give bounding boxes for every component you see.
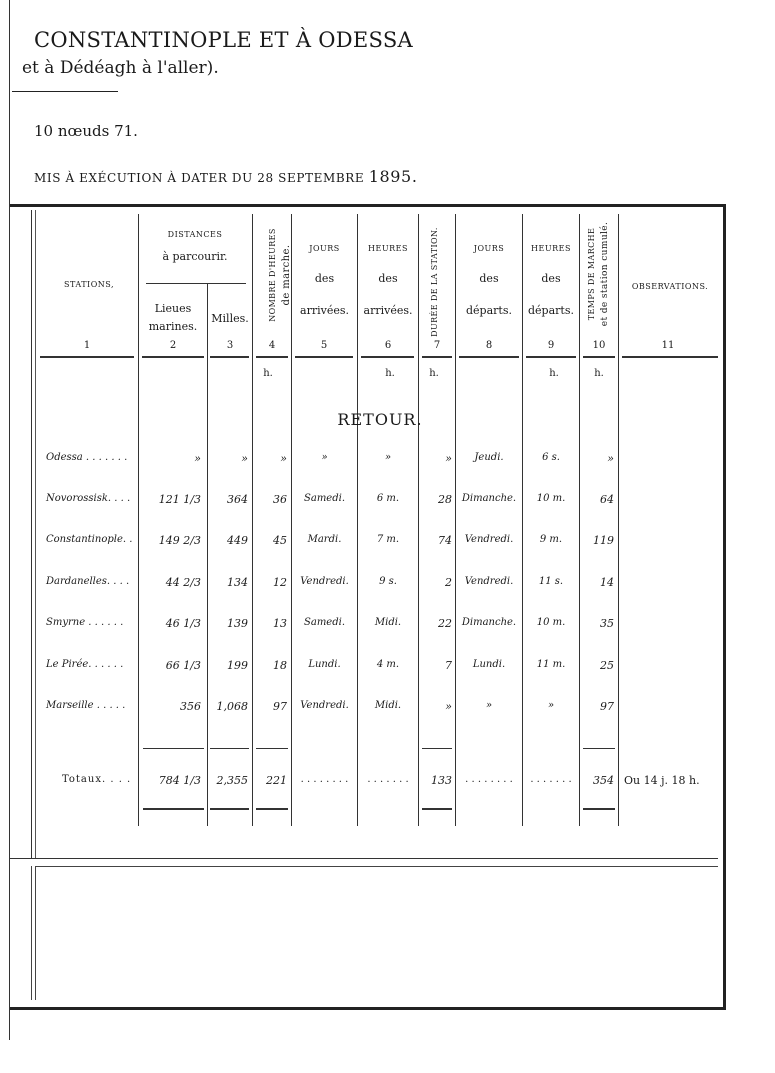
- row-heure-arrivee: »: [384, 452, 392, 463]
- header-heures-dep-departs: départs.: [528, 304, 574, 317]
- row-heure-arrivee: Midi.: [374, 617, 402, 628]
- col-line-3: [252, 214, 253, 826]
- header-jours-dep-departs: départs.: [466, 304, 512, 317]
- row-heures: 36: [273, 493, 287, 506]
- totals-underline-cumul: [583, 808, 615, 810]
- header-rule-7: [422, 356, 452, 358]
- row-lieues: 46 1/3: [165, 617, 201, 630]
- row-jour-depart: Dimanche.: [461, 493, 517, 504]
- totals-jour-dep: . . . . . . . .: [465, 774, 513, 785]
- unit-col7: h.: [429, 368, 439, 379]
- totals-rule-duree: [422, 748, 452, 749]
- totals-heure-dep: . . . . . . .: [530, 774, 572, 785]
- title-rule: [12, 91, 118, 92]
- col-number-4: 4: [268, 340, 276, 351]
- row-station: Novorossisk. . . .: [46, 493, 131, 504]
- row-cumul: »: [607, 452, 614, 465]
- row-milles: 364: [227, 493, 248, 506]
- row-heure-arrivee: 9 s.: [379, 576, 397, 587]
- header-rule-4: [256, 356, 288, 358]
- col-number-1: 1: [83, 340, 91, 351]
- row-jour-arrivee: Samedi.: [304, 493, 345, 504]
- col-number-2: 2: [169, 340, 177, 351]
- header-jours-dep-des: des: [479, 272, 499, 285]
- row-jour-arrivee: Mardi.: [307, 534, 342, 545]
- row-heure-depart: »: [547, 700, 555, 711]
- col-number-5: 5: [320, 340, 328, 351]
- header-heures-arr: HEURES: [368, 244, 408, 253]
- speed-note: 10 nœuds 71.: [34, 122, 138, 140]
- header-rule-2: [142, 356, 204, 358]
- totals-milles: 2,355: [216, 774, 248, 787]
- row-jour-arrivee: Vendredi.: [300, 700, 349, 711]
- row-lieues: 66 1/3: [165, 659, 201, 672]
- header-stations: STATIONS,: [63, 280, 114, 289]
- lower-border: [35, 866, 36, 1000]
- row-heure-depart: 10 m.: [536, 617, 566, 628]
- header-observations: OBSERVATIONS.: [631, 282, 709, 291]
- row-heure-arrivee: 7 m.: [376, 534, 400, 545]
- totals-rule-lieues: [143, 748, 204, 749]
- row-heures: 12: [273, 576, 287, 589]
- totals-rule-milles: [210, 748, 249, 749]
- row-jour-arrivee: »: [321, 452, 328, 463]
- lower-separator: [10, 858, 718, 859]
- row-heure-arrivee: 6 m.: [376, 493, 400, 504]
- row-heure-depart: 11 m.: [536, 659, 566, 670]
- totals-label: Totaux. . . .: [62, 774, 132, 785]
- totals-underline-heures: [256, 808, 288, 810]
- header-rule-10: [583, 356, 615, 358]
- col-line-1: [138, 214, 139, 826]
- page-subtitle: et à Dédéagh à l'aller).: [22, 58, 219, 78]
- row-milles: 1,068: [216, 700, 248, 713]
- col-number-6: 6: [384, 340, 392, 351]
- execution-date: [34, 167, 418, 186]
- col-number-7: 7: [433, 340, 441, 351]
- header-rule-1: [40, 356, 134, 358]
- row-station: Smyrne . . . . . .: [46, 617, 124, 628]
- totals-observation: Ou 14 j. 18 h.: [624, 774, 700, 787]
- header-duree-station: DURÉE DE LA STATION.: [430, 227, 439, 337]
- unit-col4: h.: [263, 368, 273, 379]
- row-station: Le Pirée. . . . . .: [46, 659, 124, 670]
- row-heure-depart: 6 s.: [542, 452, 560, 463]
- row-lieues: 121 1/3: [158, 493, 201, 506]
- row-duree: 7: [445, 659, 452, 672]
- row-station: Constantinople. .: [46, 534, 133, 545]
- col-line-9: [579, 214, 580, 826]
- table-inner-border: [31, 210, 32, 858]
- row-station: Marseille . . . . .: [46, 700, 126, 711]
- row-station: Odessa . . . . . . .: [46, 452, 128, 463]
- row-cumul: 64: [600, 493, 614, 506]
- header-temps-marche-2: et de station cumulé.: [600, 221, 610, 327]
- header-temps-marche: TEMPS DE MARCHE: [587, 227, 596, 321]
- lower-separator-2: [36, 866, 718, 867]
- row-jour-depart: Dimanche.: [461, 617, 517, 628]
- row-jour-arrivee: Lundi.: [308, 659, 341, 670]
- row-heures: 97: [273, 700, 287, 713]
- header-rule-3: [210, 356, 249, 358]
- row-jour-arrivee: Vendredi.: [300, 576, 349, 587]
- row-heures: 18: [273, 659, 287, 672]
- header-distances: DISTANCES: [167, 230, 223, 239]
- row-station: Dardanelles. . . .: [46, 576, 130, 587]
- header-rule-8: [459, 356, 519, 358]
- section-retour: RETOUR.: [337, 410, 423, 429]
- col-number-3: 3: [226, 340, 234, 351]
- totals-lieues: 784 1/3: [158, 774, 201, 787]
- header-marines: marines.: [148, 320, 198, 333]
- totals-jour-arr: . . . . . . . .: [300, 774, 349, 785]
- header-rule-9: [526, 356, 576, 358]
- row-milles: »: [241, 452, 248, 465]
- row-lieues: 356: [180, 700, 201, 713]
- row-heures: 13: [273, 617, 287, 630]
- row-duree: »: [445, 700, 452, 713]
- col-number-9: 9: [547, 340, 555, 351]
- header-rule-11: [622, 356, 718, 358]
- totals-rule-heures: [256, 748, 288, 749]
- header-nombre-heures-line2: de marche.: [281, 244, 292, 306]
- row-milles: 199: [227, 659, 248, 672]
- row-lieues: 149 2/3: [158, 534, 201, 547]
- row-jour-arrivee: Samedi.: [304, 617, 345, 628]
- row-jour-depart: »: [485, 700, 493, 711]
- header-rule-6: [361, 356, 414, 358]
- row-duree: 28: [438, 493, 452, 506]
- row-lieues: »: [194, 452, 201, 465]
- row-heure-depart: 9 m.: [539, 534, 563, 545]
- row-jour-depart: Lundi.: [472, 659, 506, 670]
- unit-col9: h.: [549, 368, 559, 379]
- totals-underline-lieues: [143, 808, 204, 810]
- row-milles: 449: [227, 534, 248, 547]
- row-duree: 74: [438, 534, 452, 547]
- row-heure-depart: 10 m.: [536, 493, 566, 504]
- col-line-10: [618, 214, 619, 826]
- totals-cumul: 354: [593, 774, 614, 787]
- row-lieues: 44 2/3: [165, 576, 201, 589]
- header-jours-arr-des: des: [314, 272, 335, 285]
- header-jours-dep: JOURS: [473, 244, 505, 253]
- col-line-6: [418, 214, 419, 826]
- row-jour-depart: Vendredi.: [464, 576, 514, 587]
- header-milles: Milles.: [211, 312, 249, 325]
- row-milles: 139: [227, 617, 248, 630]
- row-jour-depart: Jeudi.: [474, 452, 504, 463]
- header-jours-arr-arrivees: arrivées.: [300, 304, 349, 317]
- row-duree: »: [445, 452, 452, 465]
- header-a-parcourir: à parcourir.: [162, 250, 228, 263]
- header-heures-arr-arrivees: arrivées.: [363, 304, 413, 317]
- row-heure-depart: 11 s.: [538, 576, 564, 587]
- row-heures: 45: [273, 534, 287, 547]
- row-cumul: 35: [600, 617, 614, 630]
- totals-underline-duree: [422, 808, 452, 810]
- execution-prefix: MIS À EXÉCUTION À DATER DU 28 SEPTEMBRE: [34, 171, 365, 185]
- col-number-8: 8: [485, 340, 493, 351]
- header-heures-arr-des: des: [378, 272, 398, 285]
- totals-rule-cumul: [583, 748, 615, 749]
- row-cumul: 25: [600, 659, 614, 672]
- col-number-10: 10: [592, 340, 606, 351]
- execution-year: 1895.: [368, 167, 418, 186]
- header-jours-arr: JOURS: [309, 244, 340, 253]
- header-lieues: Lieues: [154, 302, 192, 315]
- row-cumul: 14: [600, 576, 614, 589]
- unit-col10: h.: [594, 368, 604, 379]
- totals-heures: 221: [266, 774, 287, 787]
- totals-heure-arr: . . . . . . .: [367, 774, 409, 785]
- table-inner-border-2: [35, 210, 36, 858]
- header-rule-5: [295, 356, 353, 358]
- row-cumul: 119: [593, 534, 614, 547]
- totals-duree: 133: [431, 774, 452, 787]
- row-duree: 2: [445, 576, 452, 589]
- unit-col6: h.: [385, 368, 395, 379]
- row-heure-arrivee: 4 m.: [376, 659, 400, 670]
- col-number-11: 11: [661, 340, 675, 351]
- lower-border-2: [31, 866, 32, 1000]
- row-heures: »: [280, 452, 287, 465]
- row-jour-depart: Vendredi.: [464, 534, 514, 545]
- row-milles: 134: [227, 576, 248, 589]
- col-line-2: [207, 284, 208, 826]
- header-nombre-heures: [268, 215, 282, 335]
- row-heure-arrivee: Midi.: [374, 700, 402, 711]
- row-duree: 22: [438, 617, 452, 630]
- totals-underline-milles: [210, 808, 249, 810]
- row-cumul: 97: [600, 700, 614, 713]
- distances-brace: [146, 283, 246, 284]
- header-heures-dep: HEURES: [531, 244, 571, 253]
- page-title: CONSTANTINOPLE ET À ODESSA: [34, 28, 414, 52]
- header-nombre-heures-line1: NOMBRE D'HEURES: [268, 228, 277, 322]
- header-heures-dep-des: des: [541, 272, 561, 285]
